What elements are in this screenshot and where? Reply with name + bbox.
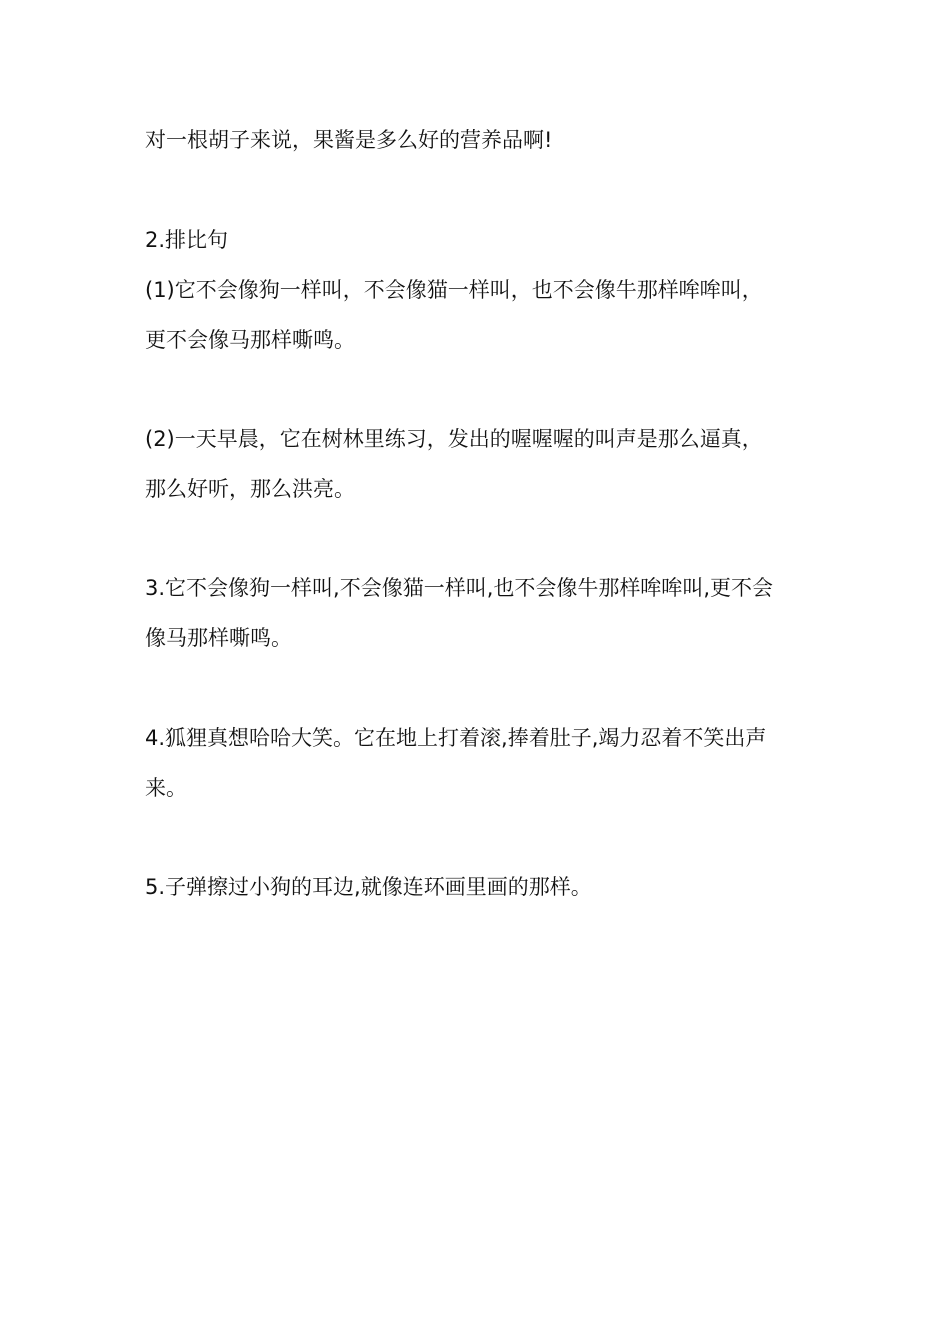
text-line-example-2a: (2)一天早晨，它在树林里练习，发出的喔喔喔的叫声是那么逼真， xyxy=(145,427,763,451)
text-line-item-5: 5.子弹擦过小狗的耳边,就像连环画里画的那样。 xyxy=(145,875,592,899)
text-line-jam: 对一根胡子来说，果酱是多么好的营养品啊! xyxy=(145,128,553,152)
text-line-item-4b: 来。 xyxy=(145,776,187,800)
text-line-item-3a: 3.它不会像狗一样叫,不会像猫一样叫,也不会像牛那样哞哞叫,更不会 xyxy=(145,576,774,600)
text-line-item-4a: 4.狐狸真想哈哈大笑。它在地上打着滚,捧着肚子,竭力忍着不笑出声 xyxy=(145,726,767,750)
text-line-example-2b: 那么好听，那么洪亮。 xyxy=(145,477,355,501)
section-heading-parallelism: 2.排比句 xyxy=(145,228,229,252)
text-line-example-1b: 更不会像马那样嘶鸣。 xyxy=(145,328,355,352)
text-line-example-1a: (1)它不会像狗一样叫，不会像猫一样叫，也不会像牛那样哞哞叫， xyxy=(145,278,763,302)
text-line-item-3b: 像马那样嘶鸣。 xyxy=(145,626,292,650)
